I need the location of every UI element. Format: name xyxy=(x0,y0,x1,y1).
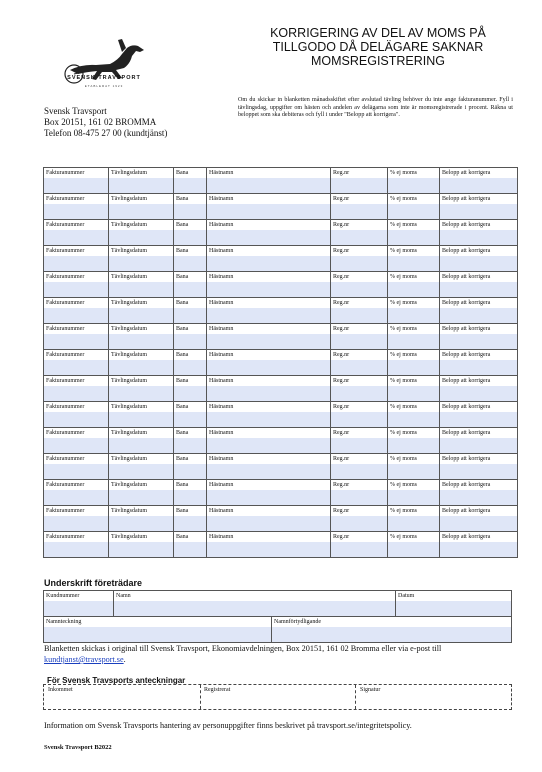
office-signature-label: Signatur xyxy=(360,687,381,693)
table-cell[interactable] xyxy=(440,168,518,194)
column-label: Hästnamn xyxy=(207,324,330,334)
column-label: Fakturanummer xyxy=(44,272,108,282)
column-label: Fakturanummer xyxy=(44,532,108,542)
table-cell[interactable] xyxy=(207,194,331,220)
column-label: Reg.nr xyxy=(331,324,387,334)
column-label: Tävlingsdatum xyxy=(109,532,173,542)
form-id-footer: Svensk Travsport B2022 xyxy=(44,744,112,751)
table-cell[interactable] xyxy=(440,454,518,480)
column-label: % ej moms xyxy=(388,480,439,490)
registered-label: Registrerat xyxy=(204,687,231,693)
table-cell[interactable] xyxy=(44,220,109,246)
column-label: Belopp att korrigera xyxy=(440,298,517,308)
column-label: Tävlingsdatum xyxy=(109,454,173,464)
table-cell[interactable] xyxy=(174,298,207,324)
column-label: Hästnamn xyxy=(207,350,330,360)
table-cell[interactable] xyxy=(207,220,331,246)
title-line-3: MOMSREGISTRERING xyxy=(310,54,446,68)
column-label: Hästnamn xyxy=(207,454,330,464)
table-cell[interactable] xyxy=(207,272,331,298)
table-cell[interactable] xyxy=(174,428,207,454)
name-clarification-label: Namnförtydligande xyxy=(272,617,511,627)
column-label: Bana xyxy=(174,272,206,282)
table-cell[interactable] xyxy=(331,428,388,454)
column-label: Tävlingsdatum xyxy=(109,194,173,204)
column-label: Belopp att korrigera xyxy=(440,220,517,230)
column-label: Fakturanummer xyxy=(44,220,108,230)
table-cell[interactable] xyxy=(207,480,331,506)
column-label: Reg.nr xyxy=(331,376,387,386)
table-cell[interactable] xyxy=(174,402,207,428)
column-label: Reg.nr xyxy=(331,402,387,412)
column-label: Bana xyxy=(174,168,206,178)
table-cell[interactable] xyxy=(44,168,109,194)
table-cell[interactable] xyxy=(440,402,518,428)
table-cell[interactable] xyxy=(388,220,440,246)
table-cell[interactable] xyxy=(174,220,207,246)
support-email-link[interactable]: kundtjanst@travsport.se xyxy=(44,655,124,664)
column-label: Fakturanummer xyxy=(44,454,108,464)
table-cell[interactable] xyxy=(388,506,440,532)
column-label: Belopp att korrigera xyxy=(440,454,517,464)
table-row xyxy=(44,506,518,532)
table-cell[interactable] xyxy=(440,532,518,558)
column-label: Tävlingsdatum xyxy=(109,220,173,230)
column-label: Reg.nr xyxy=(331,168,387,178)
column-label: Hästnamn xyxy=(207,532,330,542)
received-label: Inkommet xyxy=(48,687,73,693)
table-cell[interactable] xyxy=(174,246,207,272)
logo-text: SVENSK TRAVSPORT xyxy=(67,75,141,81)
column-label: Belopp att korrigera xyxy=(440,194,517,204)
table-cell[interactable] xyxy=(44,532,109,558)
column-label: Bana xyxy=(174,428,206,438)
table-cell[interactable] xyxy=(331,272,388,298)
name-label: Namn xyxy=(114,591,395,601)
column-label: % ej moms xyxy=(388,272,439,282)
table-cell[interactable] xyxy=(207,506,331,532)
column-label: Hästnamn xyxy=(207,246,330,256)
column-label: % ej moms xyxy=(388,376,439,386)
column-label: % ej moms xyxy=(388,246,439,256)
table-cell[interactable] xyxy=(331,350,388,376)
column-label: Bana xyxy=(174,350,206,360)
column-label: Fakturanummer xyxy=(44,194,108,204)
column-label: Belopp att korrigera xyxy=(440,324,517,334)
column-label: Tävlingsdatum xyxy=(109,350,173,360)
send-instructions xyxy=(44,643,474,665)
column-label: Fakturanummer xyxy=(44,298,108,308)
address-line-2: Box 20151, 161 02 BROMMA xyxy=(44,117,157,127)
customer-number-field[interactable] xyxy=(43,590,114,617)
column-label: Bana xyxy=(174,506,206,516)
column-label: Belopp att korrigera xyxy=(440,506,517,516)
table-row xyxy=(44,194,518,220)
column-label: Hästnamn xyxy=(207,506,330,516)
column-label: Tävlingsdatum xyxy=(109,376,173,386)
table-cell[interactable] xyxy=(388,298,440,324)
table-cell[interactable] xyxy=(109,376,174,402)
table-row xyxy=(44,454,518,480)
column-label: Fakturanummer xyxy=(44,246,108,256)
table-cell[interactable] xyxy=(331,376,388,402)
table-cell[interactable] xyxy=(388,402,440,428)
table-cell[interactable] xyxy=(44,324,109,350)
table-row xyxy=(44,532,518,558)
column-label: Bana xyxy=(174,480,206,490)
table-cell[interactable] xyxy=(207,454,331,480)
table-cell[interactable] xyxy=(331,532,388,558)
table-cell[interactable] xyxy=(331,298,388,324)
table-cell[interactable] xyxy=(388,428,440,454)
table-cell[interactable] xyxy=(109,454,174,480)
name-clarification-field[interactable] xyxy=(271,616,512,643)
table-row xyxy=(44,428,518,454)
column-label: % ej moms xyxy=(388,428,439,438)
table-cell[interactable] xyxy=(440,376,518,402)
address-line-1: Svensk Travsport xyxy=(44,106,107,116)
signature-heading: Underskrift företrädare xyxy=(44,578,143,588)
table-cell[interactable] xyxy=(207,428,331,454)
customer-number-label: Kundnummer xyxy=(44,591,113,601)
name-field[interactable] xyxy=(113,590,396,617)
table-cell[interactable] xyxy=(331,324,388,350)
column-label: Belopp att korrigera xyxy=(440,532,517,542)
table-cell[interactable] xyxy=(44,454,109,480)
table-cell[interactable] xyxy=(388,246,440,272)
send-instructions-text: Blanketten skickas i original till Svensk Travsport, Ekonomiavdelningen, Box 20151, 161 02 Bromma eller via e-post till xyxy=(44,644,442,653)
notes-divider xyxy=(200,685,201,709)
column-label: Bana xyxy=(174,402,206,412)
column-label: Bana xyxy=(174,194,206,204)
column-label: Bana xyxy=(174,376,206,386)
column-label: Bana xyxy=(174,454,206,464)
column-label: % ej moms xyxy=(388,402,439,412)
table-cell[interactable] xyxy=(440,350,518,376)
table-cell[interactable] xyxy=(174,350,207,376)
column-label: Tävlingsdatum xyxy=(109,402,173,412)
column-label: Reg.nr xyxy=(331,194,387,204)
column-label: Fakturanummer xyxy=(44,428,108,438)
instructions-text: Om du skickar in blanketten månadsskiftet efter avslutad tävling behöver du inte ange fakturanummer. Fyll i tävlingsdag, uppgifter om hästen och andelen av delägarna som inte är momsregistrerade i procent. Räkna ut beloppet som ska debiteras och fyll i under "Belopp att korrigera". xyxy=(238,97,513,119)
table-cell[interactable] xyxy=(207,376,331,402)
table-cell[interactable] xyxy=(440,246,518,272)
column-label: Fakturanummer xyxy=(44,168,108,178)
column-label: Hästnamn xyxy=(207,402,330,412)
column-label: Bana xyxy=(174,220,206,230)
table-cell[interactable] xyxy=(331,506,388,532)
table-cell[interactable] xyxy=(109,350,174,376)
table-cell[interactable] xyxy=(109,298,174,324)
column-label: Hästnamn xyxy=(207,272,330,282)
notes-divider xyxy=(355,685,356,709)
column-label: % ej moms xyxy=(388,324,439,334)
table-cell[interactable] xyxy=(331,402,388,428)
table-cell[interactable] xyxy=(174,324,207,350)
table-row xyxy=(44,168,518,194)
table-cell[interactable] xyxy=(388,454,440,480)
table-cell[interactable] xyxy=(331,480,388,506)
table-cell[interactable] xyxy=(109,272,174,298)
office-notes-box xyxy=(43,684,512,710)
signature-field[interactable] xyxy=(43,616,272,643)
column-label: Hästnamn xyxy=(207,480,330,490)
column-label: Hästnamn xyxy=(207,220,330,230)
table-cell[interactable] xyxy=(44,428,109,454)
column-label: % ej moms xyxy=(388,168,439,178)
column-label: Reg.nr xyxy=(331,298,387,308)
column-label: Fakturanummer xyxy=(44,402,108,412)
column-label: Fakturanummer xyxy=(44,324,108,334)
column-label: Belopp att korrigera xyxy=(440,376,517,386)
send-instructions-end: . xyxy=(123,655,126,664)
address-line-3: Telefon 08-475 27 00 (kundtjänst) xyxy=(44,128,168,138)
table-cell[interactable] xyxy=(44,350,109,376)
table-cell[interactable] xyxy=(109,402,174,428)
column-label: Reg.nr xyxy=(331,480,387,490)
table-cell[interactable] xyxy=(174,376,207,402)
column-label: Fakturanummer xyxy=(44,350,108,360)
table-cell[interactable] xyxy=(440,506,518,532)
table-cell[interactable] xyxy=(440,480,518,506)
column-label: Fakturanummer xyxy=(44,480,108,490)
table-cell[interactable] xyxy=(174,194,207,220)
column-label: Tävlingsdatum xyxy=(109,506,173,516)
table-cell[interactable] xyxy=(109,428,174,454)
table-cell[interactable] xyxy=(44,272,109,298)
table-cell[interactable] xyxy=(388,350,440,376)
date-field[interactable] xyxy=(395,590,512,617)
table-row xyxy=(44,376,518,402)
table-row xyxy=(44,402,518,428)
column-label: Tävlingsdatum xyxy=(109,246,173,256)
table-cell[interactable] xyxy=(331,194,388,220)
correction-table xyxy=(43,167,518,558)
table-cell[interactable] xyxy=(207,350,331,376)
table-cell[interactable] xyxy=(440,298,518,324)
column-label: Reg.nr xyxy=(331,220,387,230)
table-row xyxy=(44,480,518,506)
table-cell[interactable] xyxy=(207,298,331,324)
column-label: Belopp att korrigera xyxy=(440,480,517,490)
column-label: % ej moms xyxy=(388,298,439,308)
title-line-1: KORRIGERING AV DEL AV MOMS PÅ xyxy=(270,26,486,40)
table-row xyxy=(44,246,518,272)
column-label: Reg.nr xyxy=(331,350,387,360)
column-label: Tävlingsdatum xyxy=(109,298,173,308)
table-cell[interactable] xyxy=(44,246,109,272)
column-label: Reg.nr xyxy=(331,272,387,282)
table-cell[interactable] xyxy=(44,376,109,402)
table-cell[interactable] xyxy=(331,454,388,480)
table-cell[interactable] xyxy=(440,272,518,298)
column-label: Tävlingsdatum xyxy=(109,168,173,178)
table-cell[interactable] xyxy=(109,506,174,532)
table-cell[interactable] xyxy=(174,168,207,194)
table-cell[interactable] xyxy=(109,220,174,246)
table-cell[interactable] xyxy=(207,246,331,272)
table-cell[interactable] xyxy=(388,480,440,506)
table-cell[interactable] xyxy=(174,506,207,532)
table-cell[interactable] xyxy=(174,480,207,506)
table-cell[interactable] xyxy=(207,532,331,558)
privacy-info: Information om Svensk Travsports hantering av personuppgifter finns beskrivet på travsport.se/integritetspolicy. xyxy=(44,721,412,730)
column-label: % ej moms xyxy=(388,454,439,464)
table-cell[interactable] xyxy=(440,194,518,220)
table-cell[interactable] xyxy=(388,376,440,402)
column-label: Hästnamn xyxy=(207,168,330,178)
table-cell[interactable] xyxy=(109,246,174,272)
column-label: Hästnamn xyxy=(207,428,330,438)
table-cell[interactable] xyxy=(174,272,207,298)
sender-address xyxy=(44,106,167,139)
table-cell[interactable] xyxy=(388,272,440,298)
column-label: Reg.nr xyxy=(331,428,387,438)
table-row xyxy=(44,272,518,298)
column-label: Belopp att korrigera xyxy=(440,272,517,282)
table-cell[interactable] xyxy=(388,168,440,194)
table-cell[interactable] xyxy=(44,402,109,428)
table-cell[interactable] xyxy=(331,220,388,246)
table-cell[interactable] xyxy=(44,480,109,506)
table-cell[interactable] xyxy=(440,428,518,454)
column-label: Belopp att korrigera xyxy=(440,168,517,178)
notes-heading: För Svensk Travsports anteckningar xyxy=(47,676,186,685)
table-cell[interactable] xyxy=(331,246,388,272)
table-cell[interactable] xyxy=(174,532,207,558)
column-label: % ej moms xyxy=(388,532,439,542)
column-label: Belopp att korrigera xyxy=(440,246,517,256)
column-label: Bana xyxy=(174,246,206,256)
column-label: Bana xyxy=(174,532,206,542)
column-label: % ej moms xyxy=(388,506,439,516)
table-cell[interactable] xyxy=(44,194,109,220)
column-label: % ej moms xyxy=(388,350,439,360)
table-cell[interactable] xyxy=(207,168,331,194)
table-cell[interactable] xyxy=(388,324,440,350)
table-cell[interactable] xyxy=(207,402,331,428)
column-label: Hästnamn xyxy=(207,298,330,308)
column-label: Tävlingsdatum xyxy=(109,480,173,490)
table-cell[interactable] xyxy=(109,168,174,194)
table-cell[interactable] xyxy=(44,298,109,324)
column-label: % ej moms xyxy=(388,220,439,230)
table-cell[interactable] xyxy=(109,532,174,558)
table-cell[interactable] xyxy=(207,324,331,350)
table-cell[interactable] xyxy=(388,532,440,558)
logo-subtext: ETABLERAT 1923 xyxy=(84,84,124,88)
table-cell[interactable] xyxy=(440,220,518,246)
table-row xyxy=(44,298,518,324)
table-row xyxy=(44,324,518,350)
date-label: Datum xyxy=(396,591,511,601)
column-label: Fakturanummer xyxy=(44,376,108,386)
column-label: Belopp att korrigera xyxy=(440,402,517,412)
column-label: Hästnamn xyxy=(207,194,330,204)
table-row xyxy=(44,220,518,246)
column-label: Tävlingsdatum xyxy=(109,272,173,282)
column-label: % ej moms xyxy=(388,194,439,204)
page-title xyxy=(240,26,516,68)
column-label: Reg.nr xyxy=(331,454,387,464)
column-label: Tävlingsdatum xyxy=(109,428,173,438)
table-cell[interactable] xyxy=(331,168,388,194)
column-label: Tävlingsdatum xyxy=(109,324,173,334)
signature-label: Namnteckning xyxy=(44,617,271,627)
column-label: Reg.nr xyxy=(331,532,387,542)
title-line-2: TILLGODO DÅ DELÄGARE SAKNAR xyxy=(272,40,484,54)
column-label: Belopp att korrigera xyxy=(440,350,517,360)
table-row xyxy=(44,350,518,376)
column-label: Hästnamn xyxy=(207,376,330,386)
table-cell[interactable] xyxy=(174,454,207,480)
table-cell[interactable] xyxy=(109,324,174,350)
table-cell[interactable] xyxy=(109,194,174,220)
column-label: Bana xyxy=(174,324,206,334)
column-label: Fakturanummer xyxy=(44,506,108,516)
column-label: Reg.nr xyxy=(331,506,387,516)
table-cell[interactable] xyxy=(109,480,174,506)
table-cell[interactable] xyxy=(388,194,440,220)
column-label: Bana xyxy=(174,298,206,308)
column-label: Reg.nr xyxy=(331,246,387,256)
table-cell[interactable] xyxy=(440,324,518,350)
table-cell[interactable] xyxy=(44,506,109,532)
column-label: Belopp att korrigera xyxy=(440,428,517,438)
